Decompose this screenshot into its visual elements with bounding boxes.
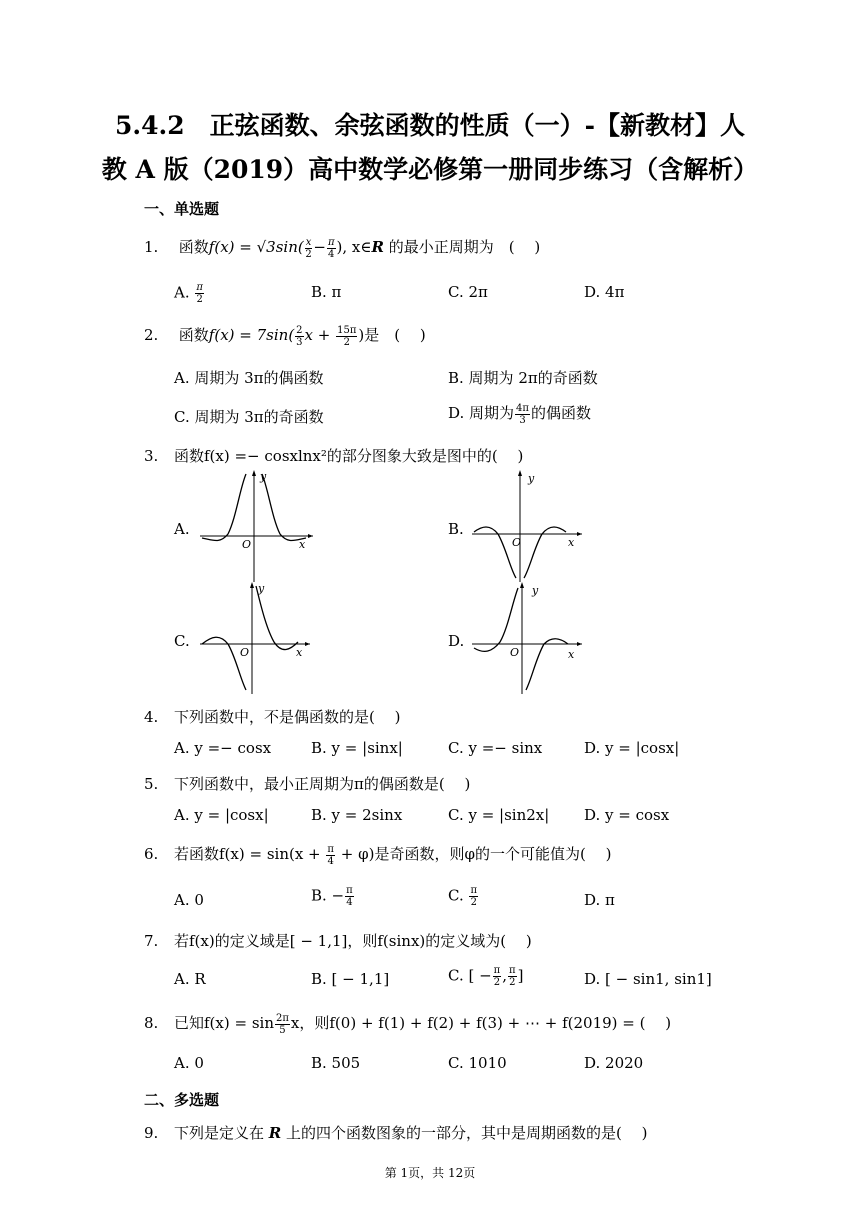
q1-option-b[interactable]: B. π bbox=[311, 283, 342, 301]
document-title-line2: 教 A 版（2019）高中数学必修第一册同步练习（含解析） bbox=[101, 155, 759, 184]
q4-option-a[interactable]: A. y =− cosx bbox=[174, 739, 272, 757]
graph-c[interactable] bbox=[198, 580, 318, 695]
question-text: 若函数f(x) = sin(x + bbox=[174, 845, 326, 863]
svg-text:x: x bbox=[568, 536, 575, 549]
q8-option-d[interactable]: D. 2020 bbox=[584, 1054, 644, 1072]
q1-option-c[interactable]: C. 2π bbox=[448, 283, 488, 301]
q5-option-b[interactable]: B. y = 2sinx bbox=[311, 806, 403, 824]
graph-d[interactable] bbox=[470, 580, 590, 695]
svg-text:x: x bbox=[296, 646, 303, 659]
question-2: 2. 函数f(x) = 7sin( $\frac{2}{3}$ x + $\frac{15\pi}{2}$ )是 ( ) bbox=[144, 324, 426, 348]
question-text: 下列函数中，不是偶函数的是( ) bbox=[174, 708, 401, 726]
question-text: 下列函数中，最小正周期为π的偶函数是( ) bbox=[174, 775, 471, 793]
q4-option-c[interactable]: C. y =− sinx bbox=[448, 739, 543, 757]
q7-option-c[interactable]: C. [ − $\frac{\pi}{2}$ , $\frac{\pi}{2}$ ] bbox=[448, 965, 524, 988]
q6-option-d[interactable]: D. π bbox=[584, 891, 615, 909]
question-number: 1. bbox=[144, 238, 159, 256]
q8-option-a[interactable]: A. 0 bbox=[174, 1054, 204, 1072]
svg-text:O: O bbox=[240, 646, 250, 659]
q8-option-b[interactable]: B. 505 bbox=[311, 1054, 361, 1072]
q3-option-a-label[interactable]: A. bbox=[174, 520, 190, 538]
q6-option-b[interactable]: B. − $\frac{\pi}{4}$ bbox=[311, 885, 353, 908]
q2-option-b[interactable]: B. 周期为 2π的奇函数 bbox=[448, 369, 598, 387]
svg-text:y: y bbox=[532, 584, 539, 597]
question-number: 7. bbox=[144, 932, 159, 950]
q6-option-c[interactable]: C. $\frac{\pi}{2}$ bbox=[448, 885, 478, 908]
question-1: 1. 函数f(x) = √3sin( $\frac{x}{2}$ − $\frac{\pi}{4}$ ), x∈R 的最小正周期为 ( ) bbox=[144, 236, 541, 260]
question-5 bbox=[144, 773, 470, 794]
question-number: 9. bbox=[144, 1124, 159, 1142]
svg-text:y: y bbox=[528, 472, 535, 485]
q7-option-d[interactable]: D. [ − sin1, sin1] bbox=[584, 970, 712, 988]
q4-option-b[interactable]: B. y = |sinx| bbox=[311, 739, 403, 757]
q5-option-c[interactable]: C. y = |sin2x| bbox=[448, 806, 550, 824]
q1-option-a[interactable]: A. $\frac{\pi}{2}$ bbox=[174, 282, 203, 305]
page-footer: 第 1页，共 12页 bbox=[384, 1166, 476, 1180]
graph-a[interactable] bbox=[198, 468, 318, 583]
question-3 bbox=[144, 445, 523, 466]
q5-option-a[interactable]: A. y = |cosx| bbox=[174, 806, 269, 824]
svg-text:x: x bbox=[299, 538, 306, 551]
question-7 bbox=[144, 930, 532, 951]
q2-option-d[interactable]: D. 周期为 $\frac{4\pi}{3}$ 的偶函数 bbox=[448, 402, 591, 426]
question-number: 5. bbox=[144, 775, 159, 793]
q1-option-d[interactable]: D. 4π bbox=[584, 283, 625, 301]
fraction: $\frac{\pi}{4}$ bbox=[327, 236, 335, 260]
q2-option-a[interactable]: A. 周期为 3π的偶函数 bbox=[174, 369, 324, 387]
question-text: 下列是定义在 bbox=[174, 1124, 269, 1142]
question-number: 3. bbox=[144, 447, 159, 465]
q5-option-d[interactable]: D. y = cosx bbox=[584, 806, 670, 824]
q6-option-a[interactable]: A. 0 bbox=[174, 891, 204, 909]
q3-option-c-label[interactable]: C. bbox=[174, 632, 190, 650]
question-number: 6. bbox=[144, 845, 159, 863]
question-4 bbox=[144, 706, 400, 727]
svg-text:y: y bbox=[260, 470, 267, 483]
svg-text:O: O bbox=[242, 538, 252, 551]
question-number: 4. bbox=[144, 708, 159, 726]
question-number: 8. bbox=[144, 1014, 159, 1032]
svg-text:O: O bbox=[510, 646, 520, 659]
q7-option-a[interactable]: A. R bbox=[174, 970, 206, 988]
q3-option-b-label[interactable]: B. bbox=[448, 520, 464, 538]
q2-option-c[interactable]: C. 周期为 3π的奇函数 bbox=[174, 408, 324, 426]
svg-text:y: y bbox=[258, 582, 265, 595]
question-text: 若f(x)的定义域是[ − 1,1]，则f(sinx)的定义域为( ) bbox=[174, 932, 532, 950]
question-8: 8. 已知f(x) = sin $\frac{2\pi}{5}$ x，则f(0) + f(1) + f(2) + f(3) + ⋯ + f(2019) = ( ) bbox=[144, 1012, 672, 1036]
document-title-line1: 5.4.2 正弦函数、余弦函数的性质（一）-【新教材】人 bbox=[115, 111, 745, 140]
question-text: 函数 bbox=[178, 238, 209, 256]
section-multiple-choice: 二、多选题 bbox=[144, 1091, 220, 1109]
question-text: 函数 bbox=[178, 326, 209, 344]
question-6: 6. 若函数f(x) = sin(x + $\frac{\pi}{4}$ + φ)是奇函数，则φ的一个可能值为( ) bbox=[144, 843, 612, 867]
question-9: 9. 下列是定义在 R 上的四个函数图象的一部分，其中是周期函数的是( ) bbox=[144, 1124, 648, 1142]
q3-option-d-label[interactable]: D. bbox=[448, 632, 465, 650]
q8-option-c[interactable]: C. 1010 bbox=[448, 1054, 507, 1072]
section-single-choice: 一、单选题 bbox=[144, 200, 220, 218]
graph-b[interactable] bbox=[470, 468, 590, 583]
svg-text:O: O bbox=[512, 536, 522, 549]
svg-text:x: x bbox=[568, 648, 575, 661]
formula: f(x) = √3sin( bbox=[208, 238, 304, 256]
question-text: 已知f(x) = sin bbox=[174, 1014, 274, 1032]
question-text: 函数f(x) =− cosxlnx²的部分图象大致是图中的( ) bbox=[174, 447, 524, 465]
q4-option-d[interactable]: D. y = |cosx| bbox=[584, 739, 680, 757]
question-number: 2. bbox=[144, 326, 159, 344]
fraction: $\frac{x}{2}$ bbox=[305, 236, 312, 260]
formula: f(x) = 7sin( bbox=[208, 326, 295, 344]
q7-option-b[interactable]: B. [ − 1,1] bbox=[311, 970, 390, 988]
